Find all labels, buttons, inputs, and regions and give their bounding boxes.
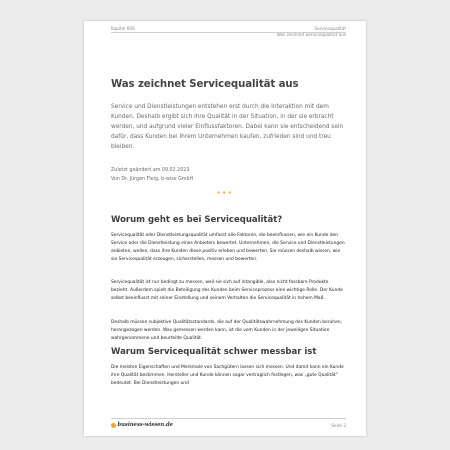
footer-logo <box>111 422 173 428</box>
header-subtitle: Was zeichnet Servicequalität aus <box>276 31 346 37</box>
article-meta <box>111 167 347 184</box>
intro-paragraph: Service und Dienstleistungen entstehen erst durch die Interaktion mit dem Kunden. Deshalb ergibt sich ihre Qualität in der Situation, in der sie erbracht werden, und aufgrund vieler Einflussfaktoren. Dabei kann sie entscheidend sein dafür, dass Kunden bei Ihrem Unternehmen kaufen, zufrieden sind und treu bleiben. <box>111 104 344 150</box>
section-1-paragraph-3: Deshalb müssen subjektive Qualitätsstandards, die auf der Qualitätswahrnehmung des Kunden beruhen, herangezogen werden. Was gemessen werden kann, ist die vom Kunden in der jeweiligen Situation wahrgenommene und beurteilte Qualität. <box>111 320 342 341</box>
footer-divider <box>111 418 346 419</box>
logo-dot-icon <box>111 423 116 428</box>
section-heading-1: Worum geht es bei Servicequalität? <box>111 215 283 225</box>
section-1-paragraph-2: Servicequalität ist nur bedingt zu messen, weil sie sich auf intangible, also nicht fassbare Produkte bezieht. Außerdem spielt die Beteiligung des Kunden beim Serviceprozess eine wichtige Rolle. Der Kunde selbst beeinflusst mit seiner Einstellung und seinem Verhalten die Servicequalität in hohem Maß. <box>111 280 343 301</box>
section-heading-2: Warum Servicequalität schwer messbar ist <box>111 347 317 357</box>
author-line: Von Dr. Jürgen Fleig, b-wise GmbH <box>111 176 194 182</box>
logo-text: business-wissen.de <box>117 422 173 428</box>
last-updated: Zuletzt geändert am 09.02.2023 <box>111 168 190 173</box>
page-title: Was zeichnet Servicequalität aus <box>111 79 299 90</box>
header-divider <box>111 32 346 33</box>
document-page <box>84 21 366 436</box>
section-2-paragraph-1: Die meisten Eigenschaften und Merkmale von Sachgütern lassen sich messen. Und damit kann ein Kunde ihre Qualität bestimmen. Hersteller und Kunde können sogar vertraglich festlegen, was „gute Qualität“ bedeutet. Bei Dienstleistungen und <box>111 365 344 386</box>
header-section: Servicequalität <box>314 26 346 31</box>
section-1-paragraph-1: Servicequalität oder Dienstleistungsqualität umfasst alle Faktoren, die beeinflussen, wie ein Kunde den Service oder die Dienstleistung eines Anbieters bewertet. Unternehmen, die Service und Dienstleistungen anbieten, wollen, dass ihre Kunden diese positiv erleben und bewerten. Sie müssen deshalb wissen, wie sie Servicequalität erzeugen, sicherstellen, messen und bewerten. <box>111 233 345 262</box>
separator-dots: ••• <box>216 189 234 197</box>
header-chapter: Kapitel 666 <box>111 26 135 31</box>
page-number: Seite 2 <box>331 423 346 428</box>
